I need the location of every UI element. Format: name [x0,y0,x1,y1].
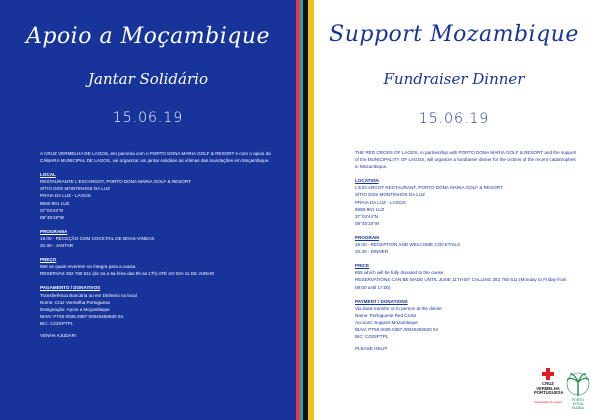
pt-programa-line: 20.30 - JANTAR [40,243,74,249]
red-cross-delegation: Delegação de Lagos [534,400,562,404]
en-price-line: €55 which will be fully donated to the cause [355,270,444,276]
palm-tree-icon [564,370,592,398]
en-location-line: PRAIA DA LUZ - LAGOS [355,199,406,205]
pt-date: 15.06.19 [112,110,184,126]
pt-programa-heading: PROGRAMA [40,228,68,234]
pt-local-heading: LOCAL [40,172,56,178]
red-cross-logo-line: VERMELHA [536,385,560,391]
en-location-line: 37°04'44"N [355,213,378,219]
pt-local-line: RESTAURANTE L'ESCARGOT, PORTO DONA MARIA GOLF & RESORT [40,179,191,185]
pt-subtitle: Jantar Solidário [88,70,208,88]
pt-pagamento-line: Transferência Bancária ou em Dinheiro no local [40,292,137,298]
pt-pagamento-line: BIC: CGDIPTPL [40,320,74,326]
en-title: Support Mozambique [329,22,579,47]
red-cross-icon [542,368,554,380]
pt-title: Apoio a Moçambique [25,24,271,49]
red-cross-logo-line: CRUZ [542,381,554,386]
en-payment-line: BIC: CGDIPTPL [355,334,389,340]
pt-pagamento-line: Nome: Cruz Vermelha Portuguesa [40,299,110,305]
portuguese-panel [0,0,296,420]
en-location-line: L'ESCARGOT RESTAURANT, PORTO DONA MARIA GOLF & RESORT [355,185,503,191]
porto-dona-maria-logo-text [564,398,592,410]
en-location-line: 08°45'19"W [355,220,380,226]
porto-dona-maria-logo [564,370,592,416]
en-closing: PLEASE HELP! [355,346,388,352]
pt-preco-line: 55€ os quais revertem na íntegra para a causa [40,264,136,270]
pt-local-line: 37°04'44"N [40,207,63,213]
en-payment-heading: PAYMENT / DONATIONS [355,298,408,304]
en-location-line: 8600-901 LUZ [355,206,385,212]
pt-local-line: SÍTIO DOS MONTINHOS DA LUZ [40,186,110,192]
red-cross-logo-line: PORTUGUESA [534,390,564,396]
pt-pagamento-heading: PAGAMENTO / DONATIVOS [40,285,101,291]
pdm-logo-line: MARIA [571,406,585,410]
en-program-heading: PROGRAM [355,234,379,240]
pt-intro: A CRUZ VERMELHA DE LAGOS, em parceria com o PORTO DONA MARIA GOLF & RESORT e com o apoio da CÂMARA MUNICIPAL DE LAGOS, vai organizar um jantar solidário às vítimas das inundações em Moçambique. [40,151,271,164]
en-price-heading: PRICE [355,263,370,269]
red-cross-logo-text [534,382,562,396]
en-body [355,149,577,352]
en-payment-line: Via bank transfer or in person at the dinner [355,305,442,311]
pt-local-line: 8600-901 LUZ [40,200,70,206]
sponsor-logos [534,366,592,416]
pdm-logo-line: PORTO [571,398,585,402]
pt-programa-line: 19.00 - RECEÇÃO COM COCKTAIL DE BOAS-VINDAS [40,235,155,241]
pt-reservas-line: RESERVAS 282 760 611 (de 2a a 6a feira das 9h as 17h) ATÉ AO DIA 11 DE JUNHO [40,271,215,277]
en-subtitle: Fundraiser Dinner [383,70,525,88]
en-reservations-line: RESERVATIONS CAN BE MADE UNTIL JUNE 11TH BY CALLING 282 760 611 (Monday to Friday from 09:00 until 17:00) [355,277,567,290]
en-payment-line: Name: Portuguese Red Cross [355,312,417,318]
en-intro: THE RED CROSS OF LAGOS, in partnership with PORTO DONA MARIA GOLF & RESORT and the support of the MUNICIPALITY OF LAGOS, will organize a fundraiser dinner for the victims of the recent catastrophes in Mozambique. [355,150,577,170]
red-cross-logo [534,366,562,416]
pt-local-line: 08°45'19"W [40,214,65,220]
english-panel [314,0,594,420]
pt-closing: VENHA AJUDAR! [40,332,77,338]
en-date: 15.06.19 [418,111,490,127]
pt-pagamento-line: IBAN: PT50 0035 0387 00040450630 04 [40,313,124,319]
pt-preco-heading: PREÇO [40,257,57,263]
pt-body [40,150,276,339]
pt-local-line: PRAIA DA LUZ - LAGOS [40,193,91,199]
pdm-logo-line: DONA [572,402,584,406]
en-payment-line: Account: Support Mozambique [355,319,418,325]
en-location-line: SÍTIO DOS MONTINHOS DA LUZ [355,192,425,198]
pt-pagamento-line: Designação: Apoio a Moçambique [40,306,110,312]
en-program-line: 19.00 - RECEPTION AND WELCOME COCKTAILS [355,242,461,248]
en-payment-line: IBAN: PT50 0035 0387 00040450630 04 [355,326,439,332]
en-location-heading: LOCATION [355,178,379,184]
en-program-line: 20.30 - DINNER [355,249,389,255]
